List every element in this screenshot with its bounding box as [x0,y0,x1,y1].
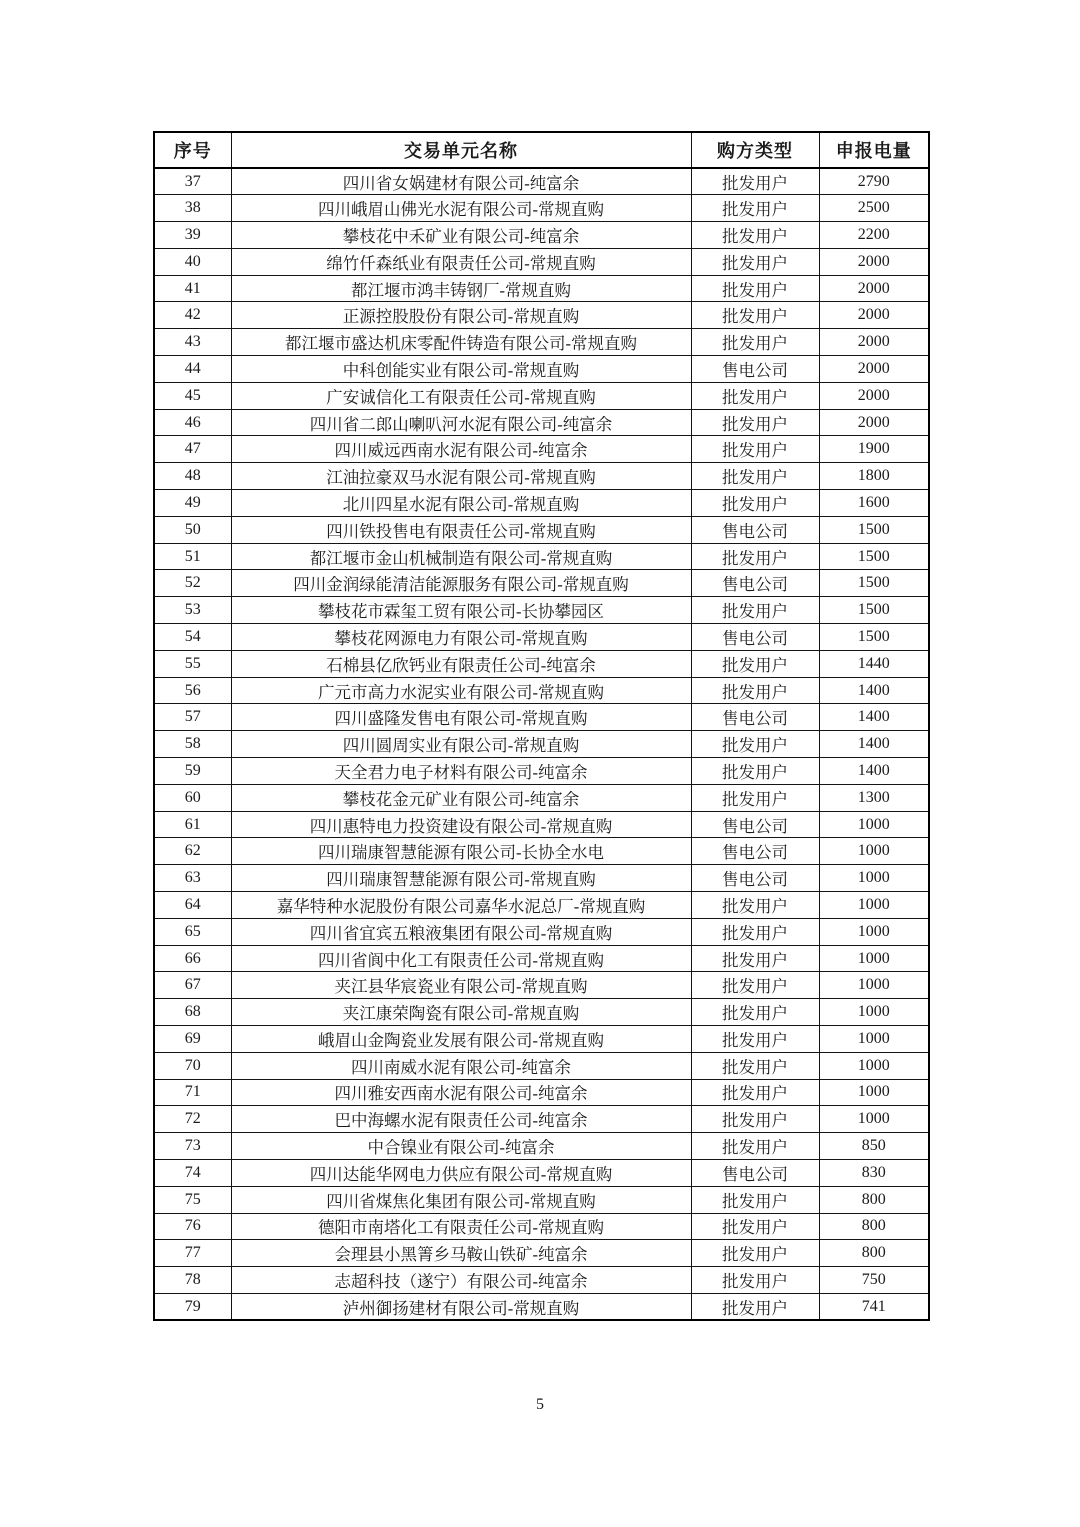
cell-unit-name: 攀枝花中禾矿业有限公司-纯富余 [231,222,691,249]
cell-unit-name: 四川峨眉山佛光水泥有限公司-常规直购 [231,195,691,222]
table-row [154,811,929,838]
column-header-unit-name: 交易单元名称 [231,132,691,168]
cell-index: 58 [154,731,231,758]
cell-buyer-type: 售电公司 [691,516,819,543]
cell-declared-energy: 2000 [819,382,929,409]
table-row [154,1133,929,1160]
cell-unit-name: 北川四星水泥有限公司-常规直购 [231,490,691,517]
cell-unit-name: 攀枝花市霖玺工贸有限公司-长协攀园区 [231,597,691,624]
cell-declared-energy: 1500 [819,570,929,597]
cell-buyer-type: 批发用户 [691,1186,819,1213]
cell-index: 47 [154,436,231,463]
cell-index: 79 [154,1293,231,1320]
cell-unit-name: 四川盛隆发售电有限公司-常规直购 [231,704,691,731]
cell-declared-energy: 800 [819,1186,929,1213]
cell-index: 37 [154,168,231,195]
column-header-index: 序号 [154,132,231,168]
cell-declared-energy: 2000 [819,302,929,329]
cell-index: 48 [154,463,231,490]
cell-unit-name: 正源控股股份有限公司-常规直购 [231,302,691,329]
cell-buyer-type: 批发用户 [691,1133,819,1160]
table-row [154,999,929,1026]
cell-buyer-type: 批发用户 [691,1293,819,1320]
cell-unit-name: 四川省宜宾五粮液集团有限公司-常规直购 [231,918,691,945]
table-row [154,1106,929,1133]
cell-declared-energy: 850 [819,1133,929,1160]
cell-buyer-type: 批发用户 [691,248,819,275]
cell-index: 55 [154,650,231,677]
cell-unit-name: 攀枝花网源电力有限公司-常规直购 [231,624,691,651]
cell-index: 42 [154,302,231,329]
cell-declared-energy: 1400 [819,704,929,731]
cell-index: 59 [154,758,231,785]
cell-index: 51 [154,543,231,570]
table-row [154,222,929,249]
cell-index: 75 [154,1186,231,1213]
cell-declared-energy: 1500 [819,543,929,570]
cell-declared-energy: 1600 [819,490,929,517]
cell-declared-energy: 750 [819,1267,929,1294]
cell-buyer-type: 批发用户 [691,597,819,624]
cell-buyer-type: 售电公司 [691,570,819,597]
cell-buyer-type: 批发用户 [691,1240,819,1267]
cell-index: 76 [154,1213,231,1240]
cell-declared-energy: 2000 [819,248,929,275]
cell-declared-energy: 1000 [819,999,929,1026]
cell-index: 63 [154,865,231,892]
table-row [154,1079,929,1106]
cell-unit-name: 四川瑞康智慧能源有限公司-长协全水电 [231,838,691,865]
cell-declared-energy: 1000 [819,838,929,865]
table-row [154,1052,929,1079]
cell-index: 56 [154,677,231,704]
cell-buyer-type: 批发用户 [691,784,819,811]
cell-unit-name: 都江堰市盛达机床零配件铸造有限公司-常规直购 [231,329,691,356]
cell-declared-energy: 2000 [819,275,929,302]
table-row [154,302,929,329]
cell-buyer-type: 批发用户 [691,731,819,758]
cell-declared-energy: 1000 [819,972,929,999]
cell-buyer-type: 批发用户 [691,409,819,436]
cell-unit-name: 江油拉豪双马水泥有限公司-常规直购 [231,463,691,490]
cell-buyer-type: 售电公司 [691,356,819,383]
cell-buyer-type: 批发用户 [691,1106,819,1133]
cell-declared-energy: 1500 [819,516,929,543]
cell-index: 73 [154,1133,231,1160]
cell-buyer-type: 批发用户 [691,650,819,677]
cell-index: 69 [154,1026,231,1053]
table-row [154,1213,929,1240]
cell-declared-energy: 1000 [819,1106,929,1133]
cell-index: 60 [154,784,231,811]
cell-unit-name: 天全君力电子材料有限公司-纯富余 [231,758,691,785]
cell-declared-energy: 2000 [819,356,929,383]
cell-declared-energy: 1440 [819,650,929,677]
cell-index: 45 [154,382,231,409]
cell-index: 70 [154,1052,231,1079]
cell-index: 78 [154,1267,231,1294]
cell-buyer-type: 批发用户 [691,168,819,195]
table-row [154,248,929,275]
cell-declared-energy: 1000 [819,918,929,945]
cell-declared-energy: 2000 [819,409,929,436]
cell-unit-name: 嘉华特种水泥股份有限公司嘉华水泥总厂-常规直购 [231,892,691,919]
cell-declared-energy: 1300 [819,784,929,811]
cell-buyer-type: 批发用户 [691,543,819,570]
cell-declared-energy: 1400 [819,758,929,785]
cell-unit-name: 四川威远西南水泥有限公司-纯富余 [231,436,691,463]
table-row [154,1159,929,1186]
cell-unit-name: 中科创能实业有限公司-常规直购 [231,356,691,383]
cell-buyer-type: 售电公司 [691,838,819,865]
cell-buyer-type: 批发用户 [691,758,819,785]
table-header-row [154,132,929,168]
cell-index: 43 [154,329,231,356]
cell-unit-name: 广元市高力水泥实业有限公司-常规直购 [231,677,691,704]
table-row [154,918,929,945]
table-row [154,838,929,865]
cell-buyer-type: 售电公司 [691,624,819,651]
cell-unit-name: 绵竹仟森纸业有限责任公司-常规直购 [231,248,691,275]
cell-declared-energy: 741 [819,1293,929,1320]
cell-unit-name: 四川金润绿能清洁能源服务有限公司-常规直购 [231,570,691,597]
cell-buyer-type: 批发用户 [691,1026,819,1053]
cell-index: 53 [154,597,231,624]
cell-index: 38 [154,195,231,222]
cell-index: 54 [154,624,231,651]
cell-declared-energy: 1500 [819,624,929,651]
cell-index: 46 [154,409,231,436]
cell-buyer-type: 批发用户 [691,999,819,1026]
cell-buyer-type: 批发用户 [691,302,819,329]
cell-unit-name: 中合镍业有限公司-纯富余 [231,1133,691,1160]
table-row [154,597,929,624]
cell-buyer-type: 售电公司 [691,811,819,838]
cell-declared-energy: 1000 [819,811,929,838]
cell-index: 71 [154,1079,231,1106]
cell-index: 66 [154,945,231,972]
cell-buyer-type: 批发用户 [691,1267,819,1294]
table-row [154,1240,929,1267]
cell-declared-energy: 1000 [819,945,929,972]
cell-index: 57 [154,704,231,731]
cell-declared-energy: 2000 [819,329,929,356]
cell-buyer-type: 批发用户 [691,275,819,302]
trading-units-table [153,131,930,1321]
table-row [154,436,929,463]
table-row [154,972,929,999]
table-row [154,945,929,972]
table-row [154,382,929,409]
cell-unit-name: 泸州御扬建材有限公司-常规直购 [231,1293,691,1320]
cell-buyer-type: 批发用户 [691,329,819,356]
cell-index: 52 [154,570,231,597]
cell-declared-energy: 800 [819,1213,929,1240]
table-row [154,195,929,222]
cell-unit-name: 夹江康荣陶瓷有限公司-常规直购 [231,999,691,1026]
cell-buyer-type: 批发用户 [691,677,819,704]
table-row [154,624,929,651]
cell-unit-name: 志超科技（遂宁）有限公司-纯富余 [231,1267,691,1294]
cell-unit-name: 攀枝花金元矿业有限公司-纯富余 [231,784,691,811]
column-header-buyer-type: 购方类型 [691,132,819,168]
cell-index: 50 [154,516,231,543]
cell-buyer-type: 批发用户 [691,1079,819,1106]
table-row [154,784,929,811]
column-header-declared-energy: 申报电量 [819,132,929,168]
cell-index: 68 [154,999,231,1026]
table-row [154,1186,929,1213]
cell-buyer-type: 批发用户 [691,222,819,249]
cell-unit-name: 四川南威水泥有限公司-纯富余 [231,1052,691,1079]
cell-unit-name: 四川达能华网电力供应有限公司-常规直购 [231,1159,691,1186]
table-row [154,704,929,731]
table-row [154,650,929,677]
cell-unit-name: 都江堰市金山机械制造有限公司-常规直购 [231,543,691,570]
cell-buyer-type: 批发用户 [691,918,819,945]
cell-unit-name: 四川省二郎山喇叭河水泥有限公司-纯富余 [231,409,691,436]
cell-buyer-type: 售电公司 [691,704,819,731]
table-row [154,1267,929,1294]
cell-unit-name: 都江堰市鸿丰铸钢厂-常规直购 [231,275,691,302]
cell-index: 39 [154,222,231,249]
cell-index: 67 [154,972,231,999]
table-row [154,490,929,517]
cell-unit-name: 四川省女娲建材有限公司-纯富余 [231,168,691,195]
cell-unit-name: 四川雅安西南水泥有限公司-纯富余 [231,1079,691,1106]
cell-declared-energy: 2200 [819,222,929,249]
cell-declared-energy: 2500 [819,195,929,222]
cell-buyer-type: 批发用户 [691,195,819,222]
table-row [154,570,929,597]
cell-index: 65 [154,918,231,945]
cell-index: 44 [154,356,231,383]
cell-unit-name: 夹江县华宸瓷业有限公司-常规直购 [231,972,691,999]
cell-buyer-type: 批发用户 [691,1213,819,1240]
cell-buyer-type: 批发用户 [691,382,819,409]
cell-declared-energy: 1900 [819,436,929,463]
cell-buyer-type: 售电公司 [691,865,819,892]
cell-buyer-type: 批发用户 [691,436,819,463]
cell-declared-energy: 1400 [819,677,929,704]
cell-index: 74 [154,1159,231,1186]
cell-unit-name: 会理县小黑箐乡马鞍山铁矿-纯富余 [231,1240,691,1267]
table-row [154,275,929,302]
cell-unit-name: 四川瑞康智慧能源有限公司-常规直购 [231,865,691,892]
cell-unit-name: 巴中海螺水泥有限责任公司-纯富余 [231,1106,691,1133]
cell-declared-energy: 1000 [819,1052,929,1079]
cell-index: 72 [154,1106,231,1133]
cell-declared-energy: 1000 [819,1079,929,1106]
table-row [154,1026,929,1053]
cell-buyer-type: 批发用户 [691,490,819,517]
cell-unit-name: 石棉县亿欣钙业有限责任公司-纯富余 [231,650,691,677]
cell-unit-name: 四川省煤焦化集团有限公司-常规直购 [231,1186,691,1213]
cell-declared-energy: 2790 [819,168,929,195]
cell-buyer-type: 售电公司 [691,1159,819,1186]
table-row [154,892,929,919]
cell-unit-name: 德阳市南塔化工有限责任公司-常规直购 [231,1213,691,1240]
table-row [154,731,929,758]
cell-unit-name: 四川铁投售电有限责任公司-常规直购 [231,516,691,543]
cell-declared-energy: 1800 [819,463,929,490]
table-row [154,758,929,785]
table-row [154,1293,929,1320]
cell-index: 49 [154,490,231,517]
table-body [154,168,929,1320]
table-row [154,543,929,570]
cell-buyer-type: 批发用户 [691,972,819,999]
table-row [154,409,929,436]
cell-declared-energy: 1000 [819,892,929,919]
cell-index: 62 [154,838,231,865]
cell-unit-name: 四川省阆中化工有限责任公司-常规直购 [231,945,691,972]
cell-index: 64 [154,892,231,919]
cell-unit-name: 广安诚信化工有限责任公司-常规直购 [231,382,691,409]
cell-buyer-type: 批发用户 [691,1052,819,1079]
page-number: 5 [536,1396,544,1413]
table-row [154,865,929,892]
cell-declared-energy: 800 [819,1240,929,1267]
cell-buyer-type: 批发用户 [691,945,819,972]
table-row [154,356,929,383]
table-row [154,677,929,704]
table-row [154,168,929,195]
cell-declared-energy: 1000 [819,865,929,892]
cell-declared-energy: 1400 [819,731,929,758]
cell-declared-energy: 1500 [819,597,929,624]
cell-index: 61 [154,811,231,838]
table-row [154,329,929,356]
cell-buyer-type: 批发用户 [691,892,819,919]
table-row [154,463,929,490]
cell-unit-name: 四川圆周实业有限公司-常规直购 [231,731,691,758]
cell-index: 77 [154,1240,231,1267]
cell-declared-energy: 1000 [819,1026,929,1053]
cell-buyer-type: 批发用户 [691,463,819,490]
cell-index: 40 [154,248,231,275]
cell-index: 41 [154,275,231,302]
cell-unit-name: 四川惠特电力投资建设有限公司-常规直购 [231,811,691,838]
table-row [154,516,929,543]
cell-declared-energy: 830 [819,1159,929,1186]
cell-unit-name: 峨眉山金陶瓷业发展有限公司-常规直购 [231,1026,691,1053]
